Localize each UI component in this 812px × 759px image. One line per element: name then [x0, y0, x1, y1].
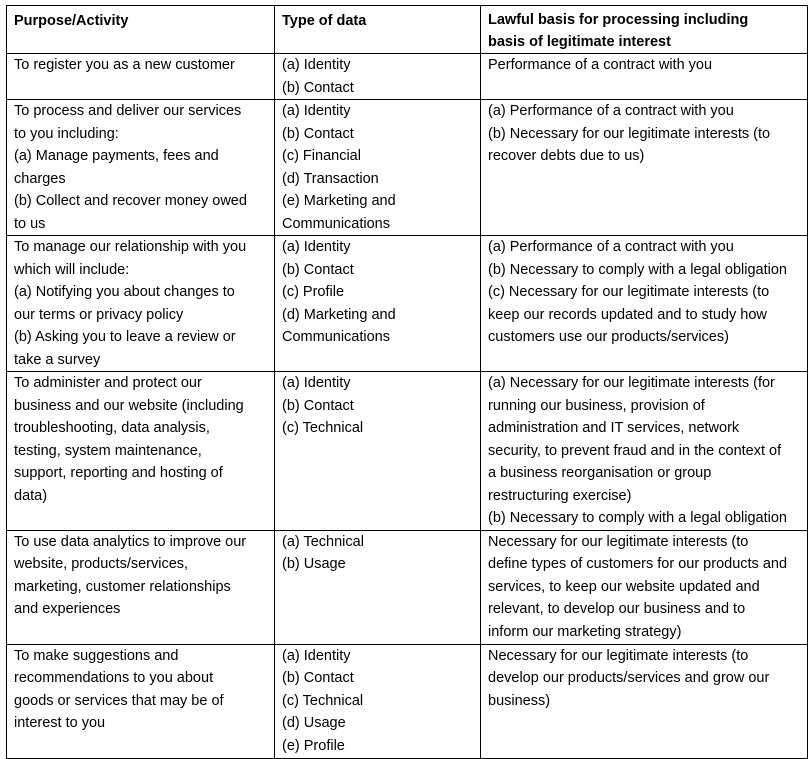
table-row [7, 530, 808, 644]
cell-line: interest to you [14, 715, 106, 731]
purpose-cell [7, 644, 275, 758]
cell-line: data) [14, 487, 48, 504]
purpose-cell [7, 530, 275, 644]
cell-line: To use data analytics to improve our [14, 533, 247, 550]
cell-line: To register you as a new customer [14, 57, 235, 73]
cell-line: (c) Technical [282, 692, 364, 709]
cell-line: administration and IT services, network [488, 420, 740, 436]
cell-line: Necessary for our legitimate interests (to [488, 647, 749, 664]
cell-line: Communications [282, 215, 390, 232]
type-cell [275, 54, 481, 100]
basis-cell [481, 100, 808, 236]
cell-line: (a) Identity [282, 57, 351, 73]
cell-line: services, to keep our website updated and [488, 578, 760, 595]
cell-line: a business reorganisation or group [488, 465, 712, 481]
cell-line: to us [14, 215, 46, 232]
basis-cell [481, 236, 808, 372]
cell-line: define types of customers for our products and [488, 556, 788, 572]
cell-line: running our business, provision of [488, 397, 705, 414]
cell-line: To manage our relationship with you [14, 239, 247, 255]
cell-line: To process and deliver our services [14, 103, 242, 119]
cell-line: (b) Necessary for our legitimate interests (to [488, 125, 771, 142]
cell-line: our terms or privacy policy [14, 306, 184, 323]
cell-line: (c) Necessary for our legitimate interests (to [488, 284, 770, 300]
cell-line: security, to prevent fraud and in the context of [488, 442, 782, 459]
cell-line: marketing, customer relationships [14, 578, 231, 595]
cell-line: relevant, to develop our business and to [488, 601, 746, 617]
cell-line: (c) Financial [282, 148, 361, 164]
header-purpose [7, 6, 275, 54]
cell-line: charges [14, 170, 66, 187]
table-row [7, 100, 808, 236]
table-row [7, 372, 808, 531]
table-row [7, 54, 808, 100]
cell-line: (a) Performance of a contract with you [488, 103, 734, 119]
cell-line: (a) Performance of a contract with you [488, 239, 734, 255]
basis-cell [481, 644, 808, 758]
cell-line: (b) Contact [282, 125, 354, 142]
header-row [7, 6, 808, 54]
purpose-cell [7, 54, 275, 100]
cell-line: (a) Identity [282, 375, 351, 391]
cell-line: (b) Necessary to comply with a legal obligation [488, 261, 787, 278]
cell-line: (c) Technical [282, 420, 364, 436]
lawful-basis-table [6, 5, 808, 759]
cell-line: (b) Contact [282, 397, 354, 414]
purpose-cell [7, 236, 275, 372]
cell-line: (a) Notifying you about changes to [14, 284, 235, 300]
cell-line: (a) Technical [282, 533, 364, 550]
cell-line: goods or services that may be of [14, 692, 224, 709]
cell-line: keep our records updated and to study how [488, 306, 767, 323]
cell-line: which will include: [14, 261, 130, 278]
cell-line: To administer and protect our [14, 375, 202, 391]
cell-line: business) [488, 692, 551, 709]
cell-line: testing, system maintenance, [14, 442, 202, 459]
cell-line: to you including: [14, 125, 119, 142]
table-row [7, 644, 808, 758]
cell-line: (a) Manage payments, fees and [14, 148, 219, 164]
header-purpose-label: Purpose/Activity [14, 13, 129, 29]
basis-cell [481, 372, 808, 531]
basis-cell [481, 54, 808, 100]
cell-line: Performance of a contract with you [488, 57, 713, 73]
cell-line: troubleshooting, data analysis, [14, 420, 210, 436]
header-basis [481, 6, 808, 54]
type-cell [275, 100, 481, 236]
cell-line: (e) Marketing and [282, 193, 396, 209]
cell-line: Communications [282, 329, 390, 345]
cell-line: business and our website (including [14, 397, 244, 414]
cell-line: (d) Transaction [282, 170, 379, 187]
cell-line: (c) Profile [282, 284, 345, 300]
cell-line: website, products/services, [14, 556, 189, 572]
cell-line: (a) Necessary for our legitimate interests (for [488, 375, 775, 391]
cell-line: (b) Collect and recover money owed [14, 193, 247, 209]
header-basis-line: Lawful basis for processing including [488, 12, 749, 28]
cell-line: support, reporting and hosting of [14, 465, 223, 481]
cell-line: (d) Marketing and [282, 306, 396, 323]
cell-line: (a) Identity [282, 647, 351, 664]
header-basis-line: basis of legitimate interest [488, 33, 671, 50]
cell-line: (a) Identity [282, 239, 351, 255]
cell-line: (b) Contact [282, 670, 354, 686]
cell-line: (b) Necessary to comply with a legal obligation [488, 510, 787, 526]
cell-line: recommendations to you about [14, 670, 214, 686]
header-type [275, 6, 481, 54]
purpose-cell [7, 100, 275, 236]
cell-line: (b) Contact [282, 79, 354, 96]
cell-line: recover debts due to us) [488, 148, 645, 164]
basis-cell [481, 530, 808, 644]
cell-line: (b) Contact [282, 261, 354, 278]
type-cell [275, 372, 481, 531]
cell-line: and experiences [14, 601, 121, 617]
cell-line: restructuring exercise) [488, 487, 632, 504]
cell-line: (d) Usage [282, 715, 346, 731]
type-cell [275, 644, 481, 758]
cell-line: take a survey [14, 351, 101, 368]
header-type-label: Type of data [282, 13, 367, 29]
cell-line: (b) Asking you to leave a review or [14, 329, 236, 345]
cell-line: To make suggestions and [14, 647, 179, 664]
cell-line: (b) Usage [282, 556, 346, 572]
cell-line: (e) Profile [282, 737, 345, 754]
cell-line: Necessary for our legitimate interests (to [488, 533, 749, 550]
purpose-cell [7, 372, 275, 531]
type-cell [275, 236, 481, 372]
cell-line: (a) Identity [282, 103, 351, 119]
cell-line: inform our marketing strategy) [488, 623, 682, 640]
table-row [7, 236, 808, 372]
type-cell [275, 530, 481, 644]
cell-line: develop our products/services and grow our [488, 670, 770, 686]
cell-line: customers use our products/services) [488, 329, 729, 345]
